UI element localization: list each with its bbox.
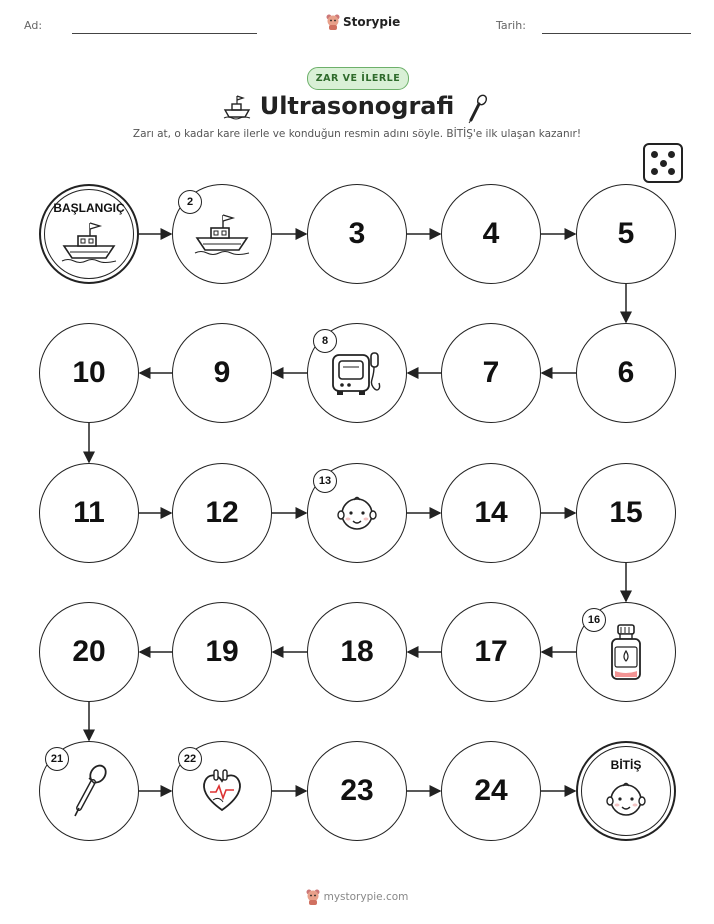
boat-icon xyxy=(193,212,251,260)
space-number: 4 xyxy=(482,217,500,250)
board-space-19[interactable] xyxy=(172,602,272,702)
boat-icon xyxy=(60,220,118,268)
space-number: 17 xyxy=(474,635,508,668)
board-space-10[interactable] xyxy=(39,323,139,423)
space-number: 10 xyxy=(72,356,106,389)
board-space-16[interactable] xyxy=(576,602,676,702)
space-number: 3 xyxy=(348,217,366,250)
board-space-14[interactable] xyxy=(441,463,541,563)
board-space-6[interactable] xyxy=(576,323,676,423)
space-number: 24 xyxy=(474,774,508,807)
board-space-5[interactable] xyxy=(576,184,676,284)
brand-name: Storypie xyxy=(343,15,401,29)
space-number: 15 xyxy=(609,496,643,529)
board-space-25[interactable] xyxy=(576,741,676,841)
space-number: 6 xyxy=(617,356,635,389)
date-label: Tarih: xyxy=(496,19,526,32)
board-space-4[interactable] xyxy=(441,184,541,284)
board-space-15[interactable] xyxy=(576,463,676,563)
space-number: 5 xyxy=(617,217,635,250)
space-number-badge: 21 xyxy=(45,747,69,771)
space-number: 12 xyxy=(205,496,239,529)
ultrasound-probe-icon xyxy=(67,762,111,824)
start-label: BAŞLANGIÇ xyxy=(53,201,125,215)
board-space-21[interactable] xyxy=(39,741,139,841)
board-space-17[interactable] xyxy=(441,602,541,702)
board-space-1[interactable] xyxy=(39,184,139,284)
space-number: 9 xyxy=(213,356,231,389)
gel-bottle-icon xyxy=(609,623,643,685)
board-space-2[interactable] xyxy=(172,184,272,284)
space-number: 14 xyxy=(474,496,508,529)
board-space-7[interactable] xyxy=(441,323,541,423)
space-number-badge: 2 xyxy=(178,190,202,214)
space-number: 20 xyxy=(72,635,106,668)
board-space-22[interactable] xyxy=(172,741,272,841)
board-space-3[interactable] xyxy=(307,184,407,284)
footer-url[interactable]: mystorypie.com xyxy=(323,891,409,903)
name-label: Ad: xyxy=(24,19,43,32)
baby-face-icon xyxy=(336,492,378,538)
space-number-badge: 22 xyxy=(178,747,202,771)
instructions: Zarı at, o kadar kare ilerle ve konduğun resmin adını söyle. BİTİŞ'e ilk ulaşan kazanır! xyxy=(132,128,582,140)
space-number-badge: 8 xyxy=(313,329,337,353)
space-number-badge: 13 xyxy=(313,469,337,493)
board-space-13[interactable] xyxy=(307,463,407,563)
board-space-20[interactable] xyxy=(39,602,139,702)
space-number: 19 xyxy=(205,635,239,668)
bear-logo-icon xyxy=(306,889,320,905)
game-badge: ZAR VE İLERLE xyxy=(307,67,409,90)
space-number-badge: 16 xyxy=(582,608,606,632)
ultrasound-machine-icon xyxy=(329,347,385,403)
page-title: Ultrasonografi xyxy=(259,92,455,120)
board-space-23[interactable] xyxy=(307,741,407,841)
board-space-18[interactable] xyxy=(307,602,407,702)
space-number: 23 xyxy=(340,774,374,807)
board-space-12[interactable] xyxy=(172,463,272,563)
space-number: 18 xyxy=(340,635,374,668)
heart-icon xyxy=(199,768,245,818)
space-number: 11 xyxy=(73,496,105,529)
footer xyxy=(0,889,714,905)
space-number: 7 xyxy=(482,356,500,389)
finish-label: BİTİŞ xyxy=(610,758,642,772)
board-space-11[interactable] xyxy=(39,463,139,563)
board-space-9[interactable] xyxy=(172,323,272,423)
baby-face-icon xyxy=(605,778,647,824)
board-space-8[interactable] xyxy=(307,323,407,423)
board-space-24[interactable] xyxy=(441,741,541,841)
